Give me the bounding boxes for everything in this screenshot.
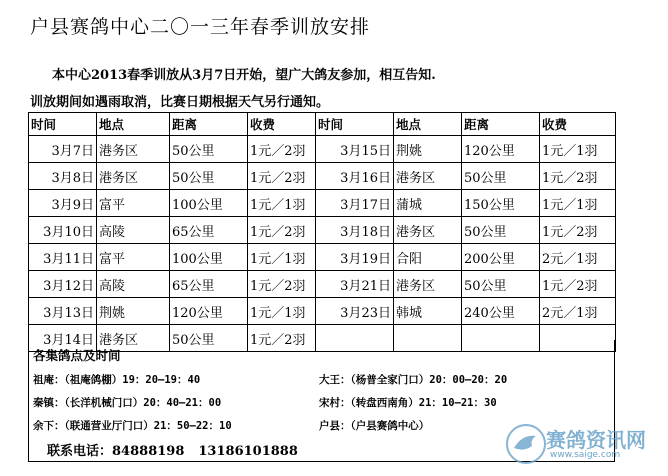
watermark — [504, 422, 652, 466]
cell-date: 3月7日 — [29, 136, 97, 163]
cell-place: 港务区 — [97, 163, 170, 190]
table-row — [29, 190, 616, 217]
cell-fee: 1元／2羽 — [248, 136, 316, 163]
watermark-url: www.saige.com — [550, 450, 621, 460]
header-place-2: 地点 — [394, 113, 462, 136]
assembly-point: 余下：（联通营业厅门口）21：50—22：10 — [33, 420, 232, 432]
table-row — [29, 136, 616, 163]
cell-date: 3月10日 — [29, 217, 97, 244]
cell-place: 高陵 — [97, 271, 170, 298]
cell-fee-2: 1元／2羽 — [540, 217, 616, 244]
cell-distance-2: 200公里 — [462, 244, 540, 271]
cell-place: 港务区 — [97, 325, 170, 352]
cell-fee-2: 1元／1羽 — [540, 190, 616, 217]
cell-distance: 50公里 — [170, 325, 248, 352]
phone-number-1: 84888198 — [112, 444, 185, 459]
cell-date-2: 3月15日 — [316, 136, 394, 163]
cell-place-2: 港务区 — [394, 217, 462, 244]
cell-date-2: 3月16日 — [316, 163, 394, 190]
cell-distance-2: 120公里 — [462, 136, 540, 163]
cell-date: 3月9日 — [29, 190, 97, 217]
pigeon-logo-icon — [504, 422, 548, 466]
cell-date-2: 3月23日 — [316, 298, 394, 325]
cell-place-2: 蒲城 — [394, 190, 462, 217]
cell-date: 3月12日 — [29, 271, 97, 298]
table-row — [29, 217, 616, 244]
table-row — [29, 298, 616, 325]
cell-distance-2: 50公里 — [462, 271, 540, 298]
contact-phone — [47, 440, 312, 459]
cell-place: 港务区 — [97, 136, 170, 163]
cell-distance: 120公里 — [170, 298, 248, 325]
cell-fee: 1元／1羽 — [248, 298, 316, 325]
cell-distance: 65公里 — [170, 217, 248, 244]
header-time-2: 时间 — [316, 113, 394, 136]
cell-date-2: 3月18日 — [316, 217, 394, 244]
cell-date: 3月14日 — [29, 325, 97, 352]
phone-label: 联系电话： — [47, 444, 113, 459]
header-place: 地点 — [97, 113, 170, 136]
watermark-text: 赛鸽资讯网 — [546, 428, 646, 452]
schedule-table — [28, 112, 616, 352]
phone-number-2: 13186101888 — [198, 444, 298, 459]
assembly-title: 各集鸽点及时间 — [33, 348, 121, 363]
cell-place: 高陵 — [97, 217, 170, 244]
cell-fee: 1元／1羽 — [248, 244, 316, 271]
cell-distance-2: 150公里 — [462, 190, 540, 217]
page-title: 户县赛鸽中心二〇一三年春季训放安排 — [30, 16, 371, 38]
assembly-point: 秦镇：（长洋机械门口）20：40—21：00 — [33, 397, 222, 409]
header-fee: 收费 — [248, 113, 316, 136]
assembly-point: 户县：（户县赛鸽中心） — [319, 420, 430, 432]
table-header-row — [29, 113, 616, 136]
cell-date-2: 3月17日 — [316, 190, 394, 217]
header-distance-2: 距离 — [462, 113, 540, 136]
cell-place: 荆姚 — [97, 298, 170, 325]
cell-date-2: 3月19日 — [316, 244, 394, 271]
table-row — [29, 163, 616, 190]
cell-distance: 50公里 — [170, 136, 248, 163]
cell-distance: 100公里 — [170, 244, 248, 271]
cell-place-2: 荆姚 — [394, 136, 462, 163]
cell-distance: 65公里 — [170, 271, 248, 298]
cell-fee: 1元／2羽 — [248, 325, 316, 352]
cell-fee: 1元／2羽 — [248, 271, 316, 298]
cell-place-2: 合阳 — [394, 244, 462, 271]
header-distance: 距离 — [170, 113, 248, 136]
cell-date: 3月11日 — [29, 244, 97, 271]
cell-place-2: 港务区 — [394, 271, 462, 298]
assembly-point: 宋村：（转盘西南角）21：10—21：30 — [319, 397, 497, 409]
intro-line-2: 训放期间如遇雨取消，比赛日期根据天气另行通知。 — [30, 95, 330, 110]
cell-fee: 1元／1羽 — [248, 190, 316, 217]
cell-fee-2: 2元／1羽 — [540, 298, 616, 325]
cell-place-2: 港务区 — [394, 163, 462, 190]
cell-distance-2: 240公里 — [462, 298, 540, 325]
cell-fee-2: 1元／1羽 — [540, 136, 616, 163]
cell-fee-2: 2元／1羽 — [540, 244, 616, 271]
cell-distance-2: 50公里 — [462, 163, 540, 190]
table-row — [29, 244, 616, 271]
cell-date-2: 3月21日 — [316, 271, 394, 298]
cell-date: 3月13日 — [29, 298, 97, 325]
table-row — [29, 271, 616, 298]
intro-line-1: 本中心2013春季训放从3月7日开始，望广大鸽友参加，相互告知. — [52, 68, 436, 83]
cell-distance: 100公里 — [170, 190, 248, 217]
cell-fee-2: 1元／2羽 — [540, 271, 616, 298]
assembly-point: 大王：（杨普全家门口）20：00—20：20 — [319, 374, 508, 386]
cell-fee: 1元／2羽 — [248, 163, 316, 190]
cell-place-2: 韩城 — [394, 298, 462, 325]
assembly-point: 祖庵：（祖庵鸽棚）19：20—19：40 — [33, 374, 201, 386]
header-time: 时间 — [29, 113, 97, 136]
cell-place: 富平 — [97, 190, 170, 217]
cell-fee: 1元／2羽 — [248, 217, 316, 244]
header-fee-2: 收费 — [540, 113, 616, 136]
cell-distance: 50公里 — [170, 163, 248, 190]
cell-distance-2: 50公里 — [462, 217, 540, 244]
cell-fee-2: 1元／2羽 — [540, 163, 616, 190]
cell-date: 3月8日 — [29, 163, 97, 190]
cell-place: 富平 — [97, 244, 170, 271]
